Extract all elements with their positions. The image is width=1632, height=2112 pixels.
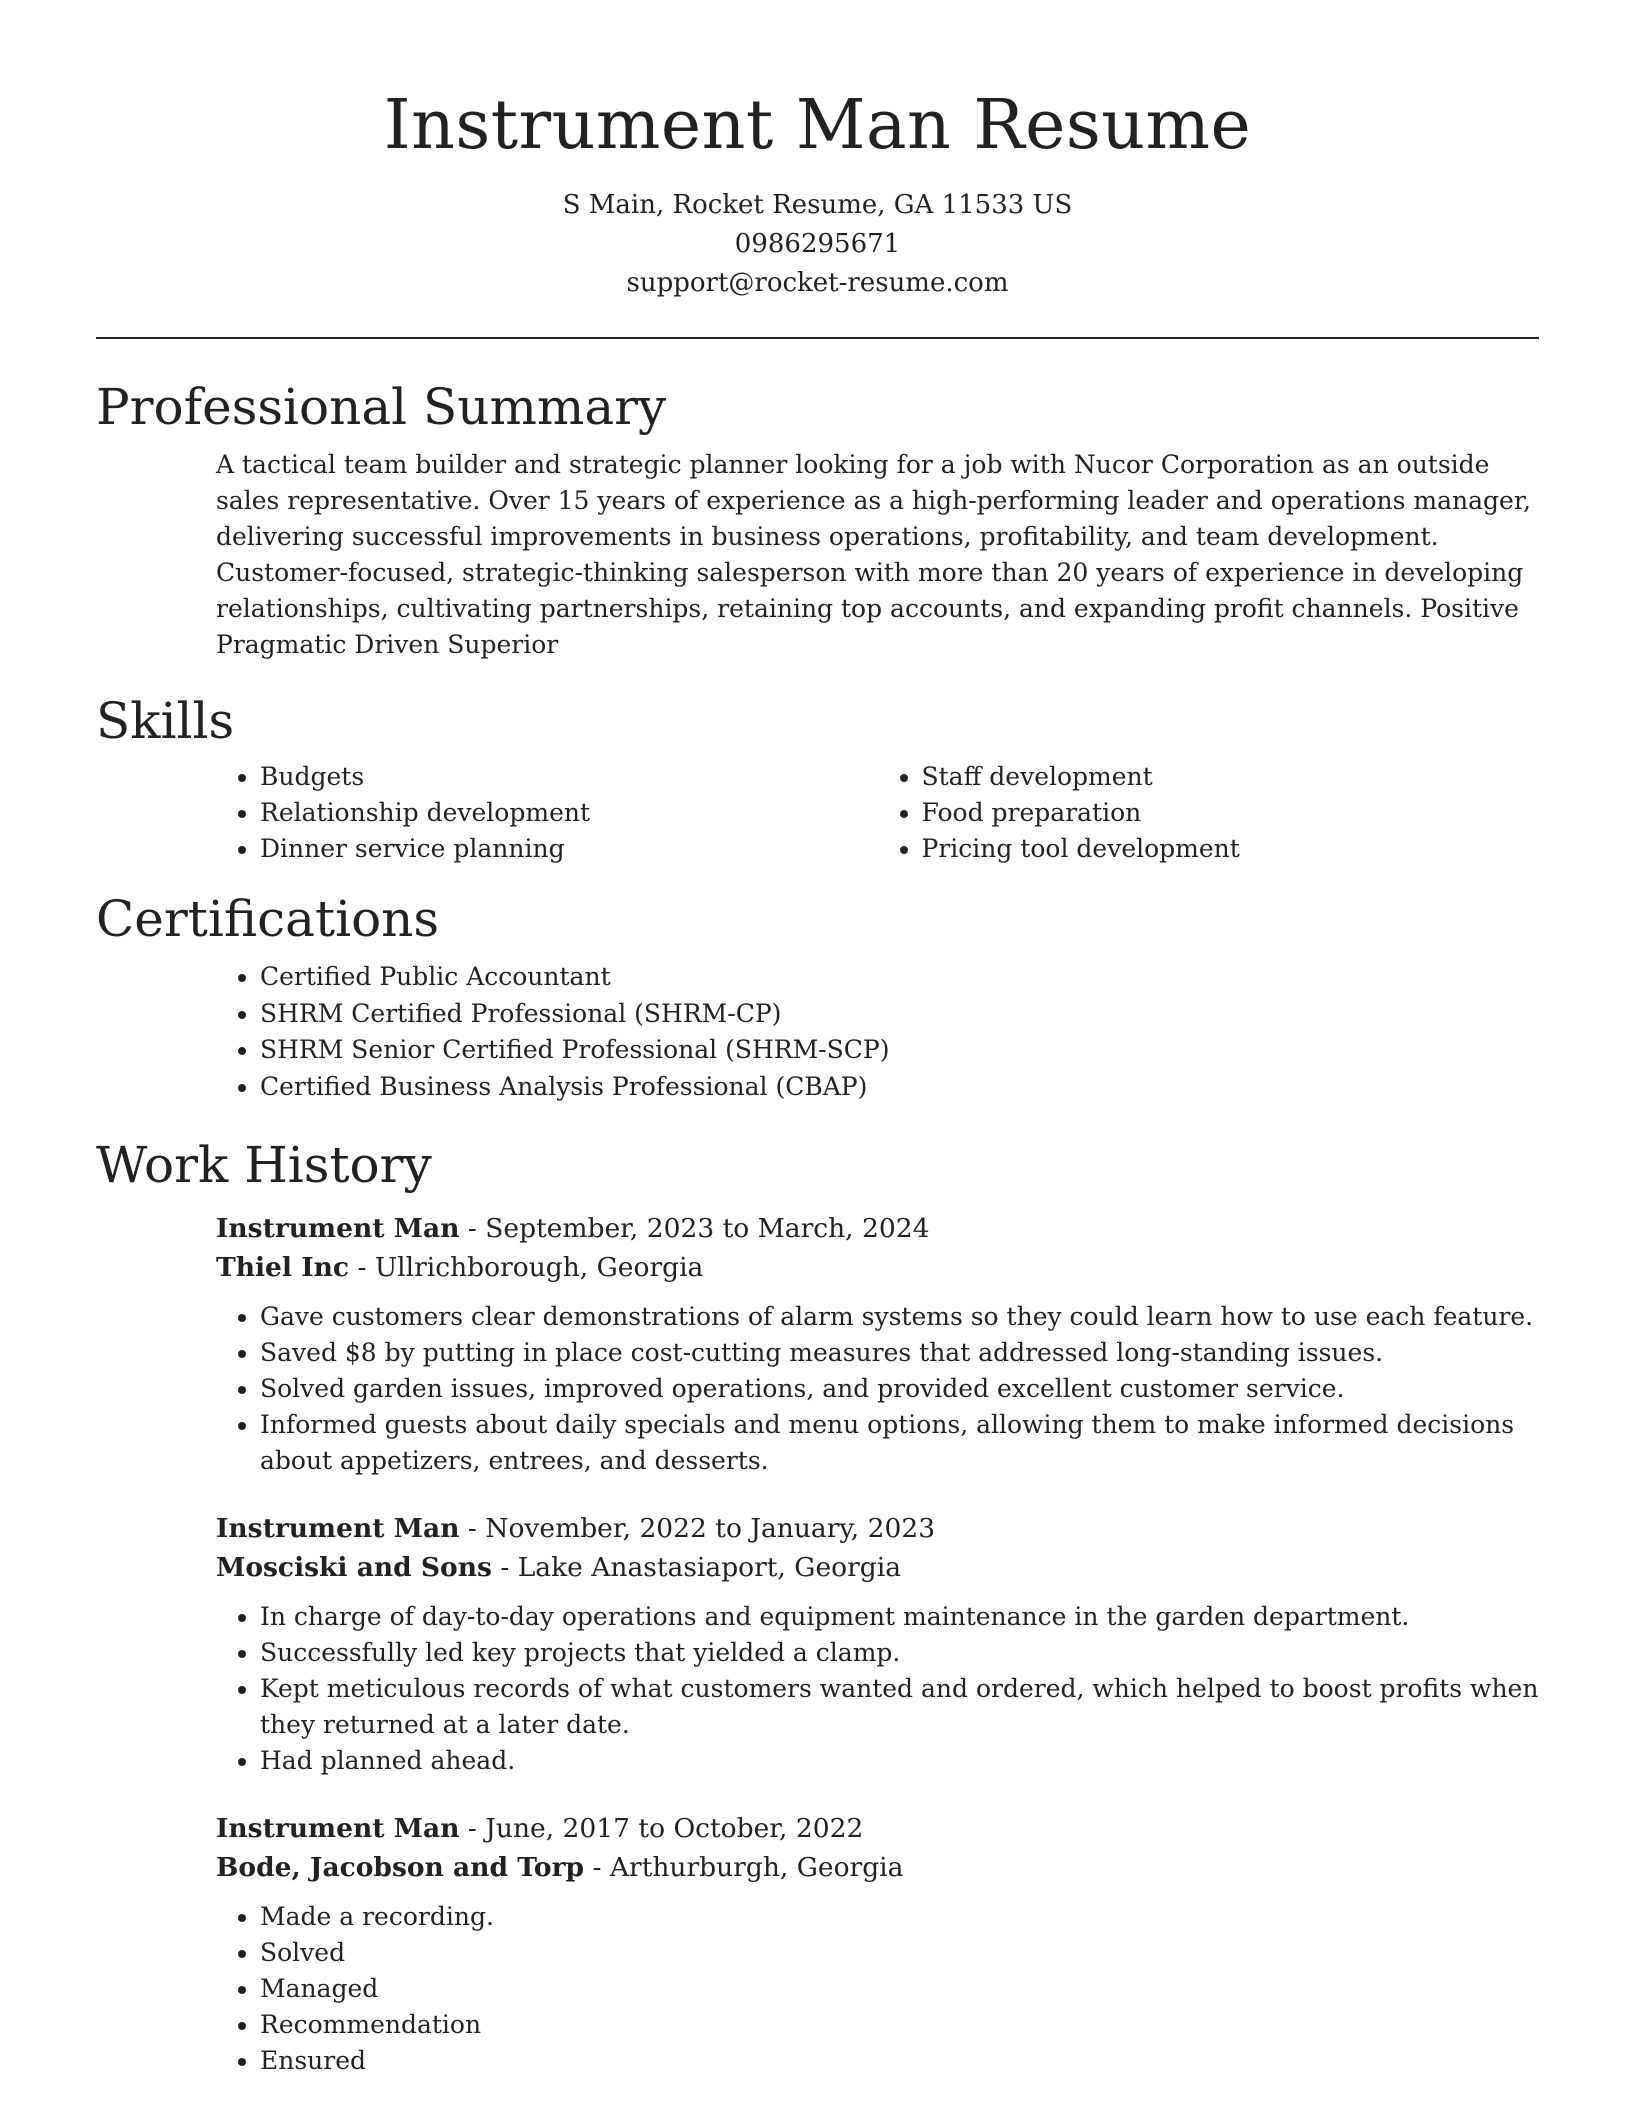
job-company-line: [216, 1248, 1539, 1287]
work-history-heading: Work History: [96, 1136, 432, 1194]
contact-address: S Main, Rocket Resume, GA 11533 US: [562, 190, 1073, 220]
job-location: - Lake Anastasiaport, Georgia: [491, 1552, 901, 1583]
skill-item: • Dinner service planning: [260, 831, 878, 867]
job-bullet: • Gave customers clear demonstrations of alarm systems so they could learn how to use each feature.: [260, 1299, 1539, 1335]
skills-section: [96, 691, 1539, 867]
job-bullet: • In charge of day-to-day operations and equipment maintenance in the garden department.: [260, 1599, 1539, 1635]
skills-grid: [216, 759, 1539, 867]
resume-page: [96, 0, 1539, 2079]
job-bullets: [216, 1899, 1539, 2079]
job-title: Instrument Man: [216, 1213, 460, 1244]
skills-list-left: [216, 759, 878, 867]
job-entry: [216, 1509, 1539, 1779]
contact-block: [96, 186, 1539, 303]
job-title-line: [216, 1809, 1539, 1848]
resume-title: Instrument Man Resume: [383, 86, 1252, 165]
job-location: - Ullrichborough, Georgia: [349, 1252, 704, 1283]
job-location: - Arthurburgh, Georgia: [584, 1852, 904, 1883]
resume-header: [96, 0, 1539, 303]
summary-heading: Professional Summary: [96, 378, 667, 436]
job-entry: [216, 1809, 1539, 2079]
skill-item: • Relationship development: [260, 795, 878, 831]
header-divider: [96, 337, 1539, 339]
contact-phone: 0986295671: [734, 229, 901, 259]
job-bullet: • Saved $8 by putting in place cost-cutting measures that addressed long-standing issues.: [260, 1335, 1539, 1371]
job-company: Mosciski and Sons: [216, 1552, 492, 1583]
job-bullet: • Informed guests about daily specials and menu options, allowing them to make informed decisions about appetizers, entrees, and desserts.: [260, 1407, 1539, 1479]
job-bullet: • Had planned ahead.: [260, 1743, 1539, 1779]
job-dates: - June, 2017 to October, 2022: [459, 1813, 864, 1844]
summary-section: [96, 377, 1539, 663]
skill-item: • Staff development: [922, 759, 1540, 795]
skill-item: • Budgets: [260, 759, 878, 795]
certifications-list: [216, 959, 1539, 1105]
job-bullet: • Recommendation: [260, 2007, 1539, 2043]
job-title: Instrument Man: [216, 1813, 460, 1844]
skills-list-right: [878, 759, 1540, 867]
job-title-line: [216, 1209, 1539, 1248]
job-dates: - November, 2022 to January, 2023: [459, 1513, 936, 1544]
certifications-section: [96, 889, 1539, 1105]
work-history-section: [96, 1135, 1539, 2079]
job-bullet: • Made a recording.: [260, 1899, 1539, 1935]
skill-item: • Pricing tool development: [922, 831, 1540, 867]
certification-item: • Certified Business Analysis Professional (CBAP): [260, 1069, 1539, 1106]
job-bullet: • Ensured: [260, 2043, 1539, 2079]
summary-text: A tactical team builder and strategic planner looking for a job with Nucor Corporation as an outside sales representative. Over 15 years of experience as a high-performing leader and operations manager, delivering successful improvements in business operations, profitability, and team development. Customer-focused, strategic-thinking salesperson with more than 20 years of experience in developing relationships, cultivating partnerships, retaining top accounts, and expanding profit channels. Positive Pragmatic Driven Superior: [216, 450, 1532, 659]
job-bullet: • Solved garden issues, improved operations, and provided excellent customer service.: [260, 1371, 1539, 1407]
skill-item: • Food preparation: [922, 795, 1540, 831]
job-company: Thiel Inc: [216, 1252, 350, 1283]
job-bullets: [216, 1599, 1539, 1779]
contact-email: support@rocket-resume.com: [626, 268, 1009, 298]
job-bullet: • Successfully led key projects that yielded a clamp.: [260, 1635, 1539, 1671]
certification-item: • SHRM Certified Professional (SHRM-CP): [260, 996, 1539, 1033]
job-bullet: • Managed: [260, 1971, 1539, 2007]
job-company: Bode, Jacobson and Torp: [216, 1852, 585, 1883]
certification-item: • SHRM Senior Certified Professional (SHRM-SCP): [260, 1032, 1539, 1069]
job-company-line: [216, 1548, 1539, 1587]
certifications-heading: Certifications: [96, 890, 440, 948]
certification-item: • Certified Public Accountant: [260, 959, 1539, 996]
job-bullet: • Kept meticulous records of what customers wanted and ordered, which helped to boost profits when they returned at a later date.: [260, 1671, 1539, 1743]
job-bullets: [216, 1299, 1539, 1479]
job-title-line: [216, 1509, 1539, 1548]
job-entry: [216, 1209, 1539, 1479]
skills-heading: Skills: [96, 692, 235, 750]
job-title: Instrument Man: [216, 1513, 460, 1544]
job-company-line: [216, 1848, 1539, 1887]
job-dates: - September, 2023 to March, 2024: [459, 1213, 930, 1244]
job-bullet: • Solved: [260, 1935, 1539, 1971]
